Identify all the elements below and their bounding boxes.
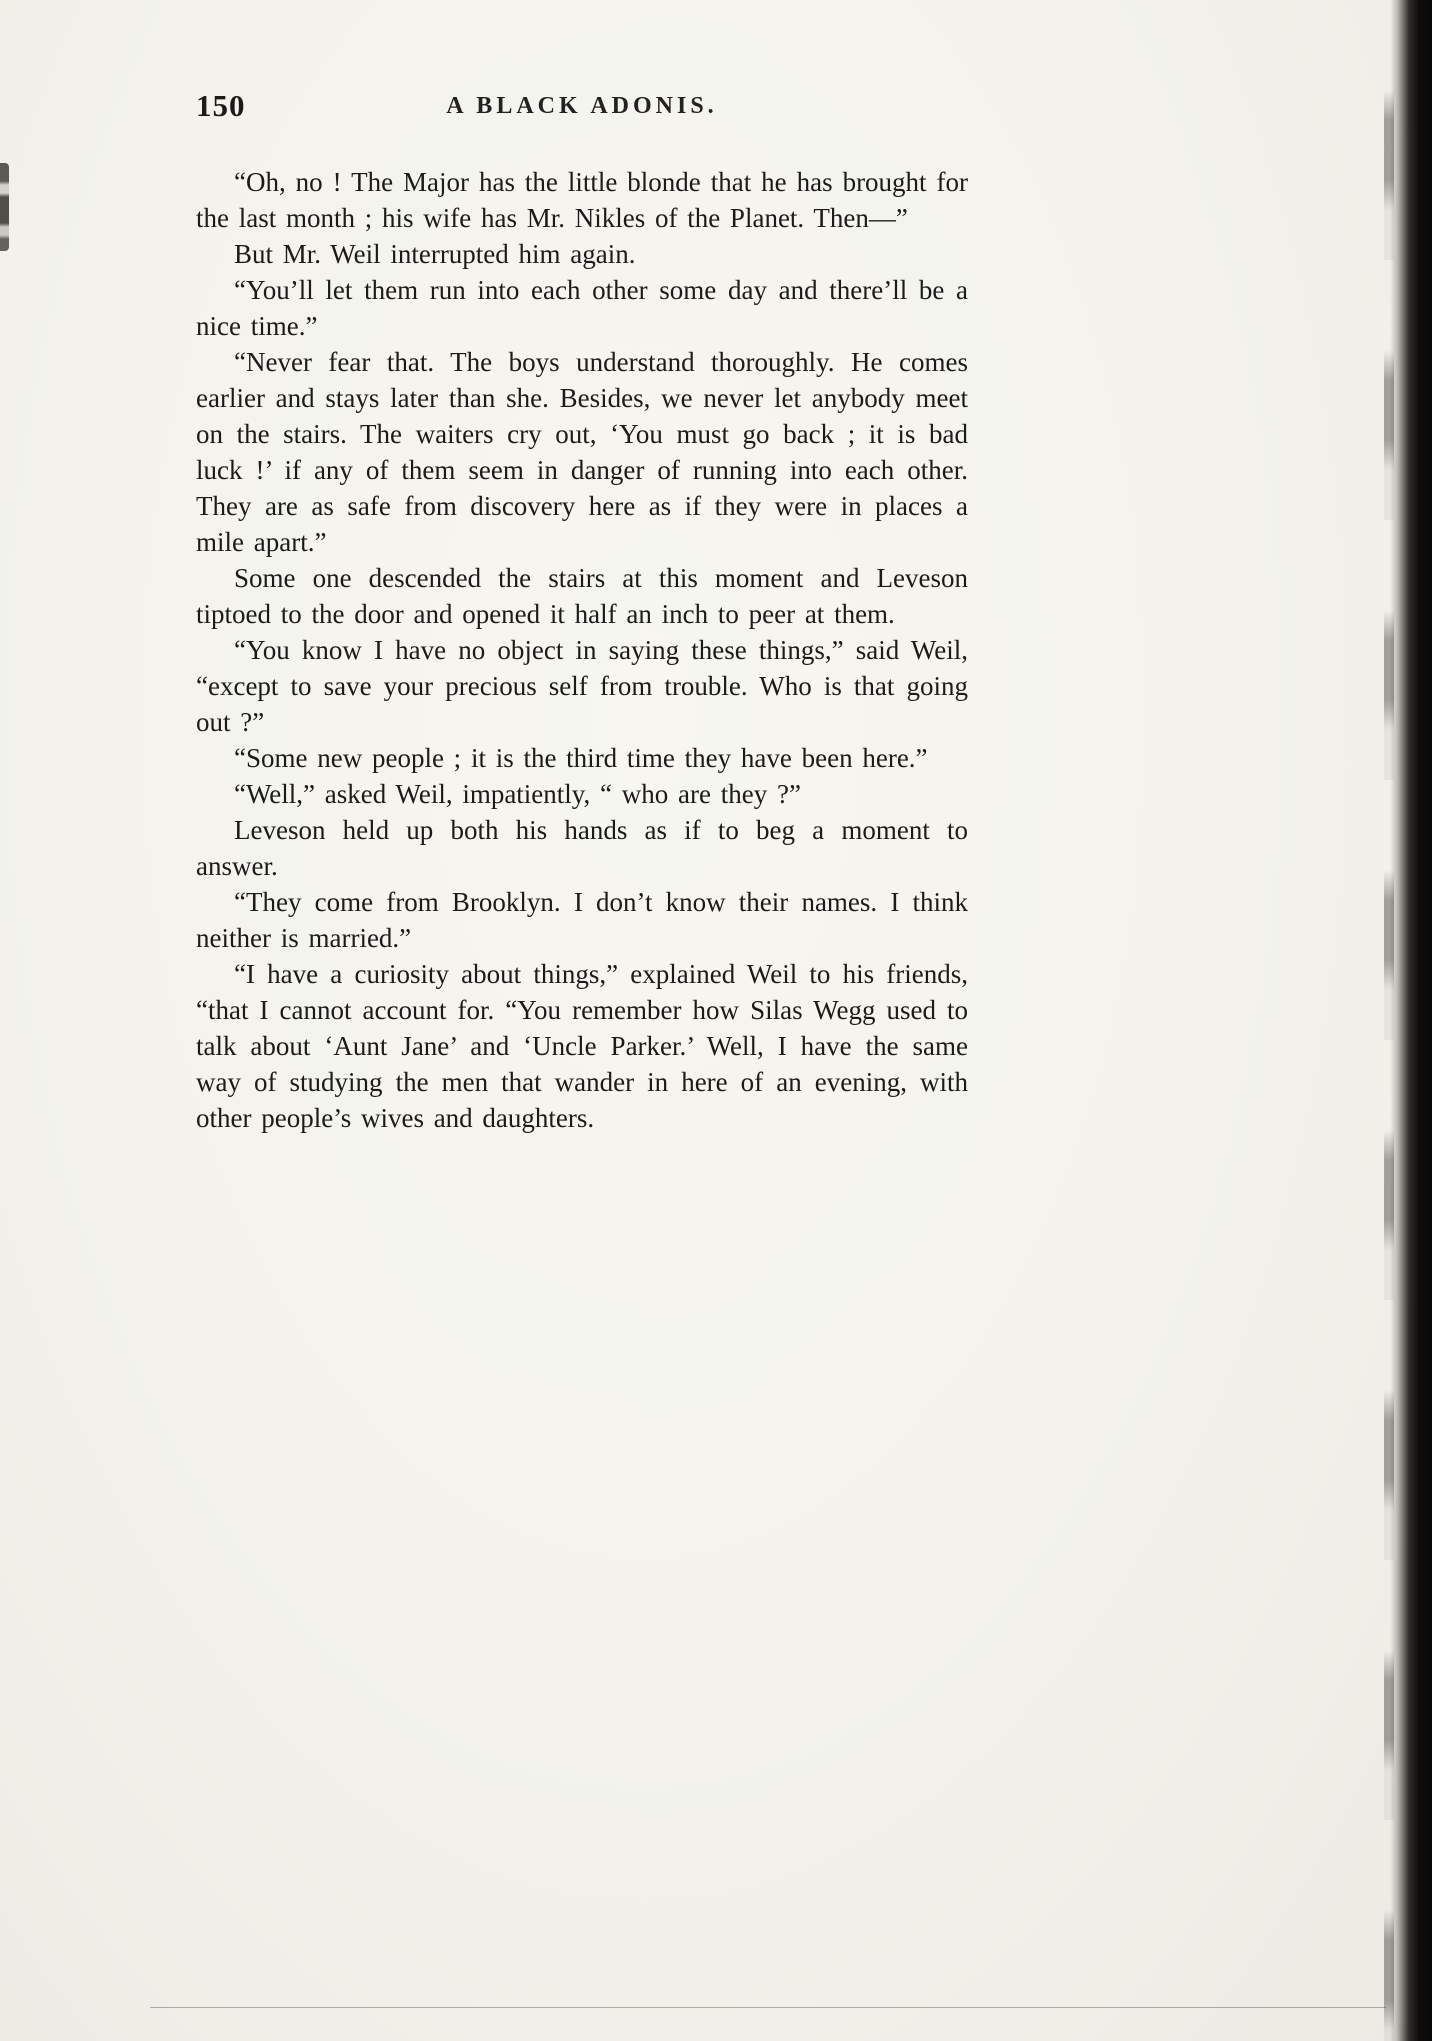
paragraph: “You know I have no object in saying these things,” said Weil, “except to save your precious self from trouble. Who is that going out ?” bbox=[196, 635, 968, 737]
binding-mark bbox=[0, 163, 9, 251]
right-gutter-shadow bbox=[1390, 0, 1432, 2041]
paragraph: “Never fear that. The boys understand thoroughly. He comes earlier and stays later than she. Besides, we never let anybody meet on the stairs. The waiters cry out, ‘You must go back ; it is bad luck !’ if any of them seem in danger of running into each other. They are as safe from discovery here as if they were in places a mile apart.” bbox=[196, 347, 968, 557]
paragraph: “You’ll let them run into each other some day and there’ll be a nice time.” bbox=[196, 275, 968, 341]
paragraph: “I have a curiosity about things,” explained Weil to his friends, “that I cannot account for. “You remember how Silas Wegg used to talk about ‘Aunt Jane’ and ‘Uncle Parker.’ Well, I have the same way of studying the men that wander in here of an evening, with other people’s wives and daughters. bbox=[196, 959, 968, 1133]
page-number: 150 bbox=[196, 88, 246, 123]
paragraph: But Mr. Weil interrupted him again. bbox=[234, 239, 636, 269]
paragraph: “Oh, no ! The Major has the little blonde that he has brought for the last month ; his wife has Mr. Nikles of the Planet. Then—” bbox=[196, 167, 968, 233]
page-header bbox=[196, 88, 968, 128]
paragraph: “They come from Brooklyn. I don’t know their names. I think neither is married.” bbox=[196, 887, 968, 953]
paragraph: Leveson held up both his hands as if to beg a moment to answer. bbox=[196, 815, 968, 881]
page-body bbox=[196, 164, 968, 1136]
paragraph: “Well,” asked Weil, impatiently, “ who are they ?” bbox=[234, 779, 801, 809]
running-header-title: A BLACK ADONIS. bbox=[446, 93, 718, 119]
paragraph: “Some new people ; it is the third time they have been here.” bbox=[234, 743, 928, 773]
bottom-rule bbox=[150, 2007, 1386, 2008]
paragraph: Some one descended the stairs at this moment and Leveson tiptoed to the door and opened it half an inch to peer at them. bbox=[196, 563, 968, 629]
